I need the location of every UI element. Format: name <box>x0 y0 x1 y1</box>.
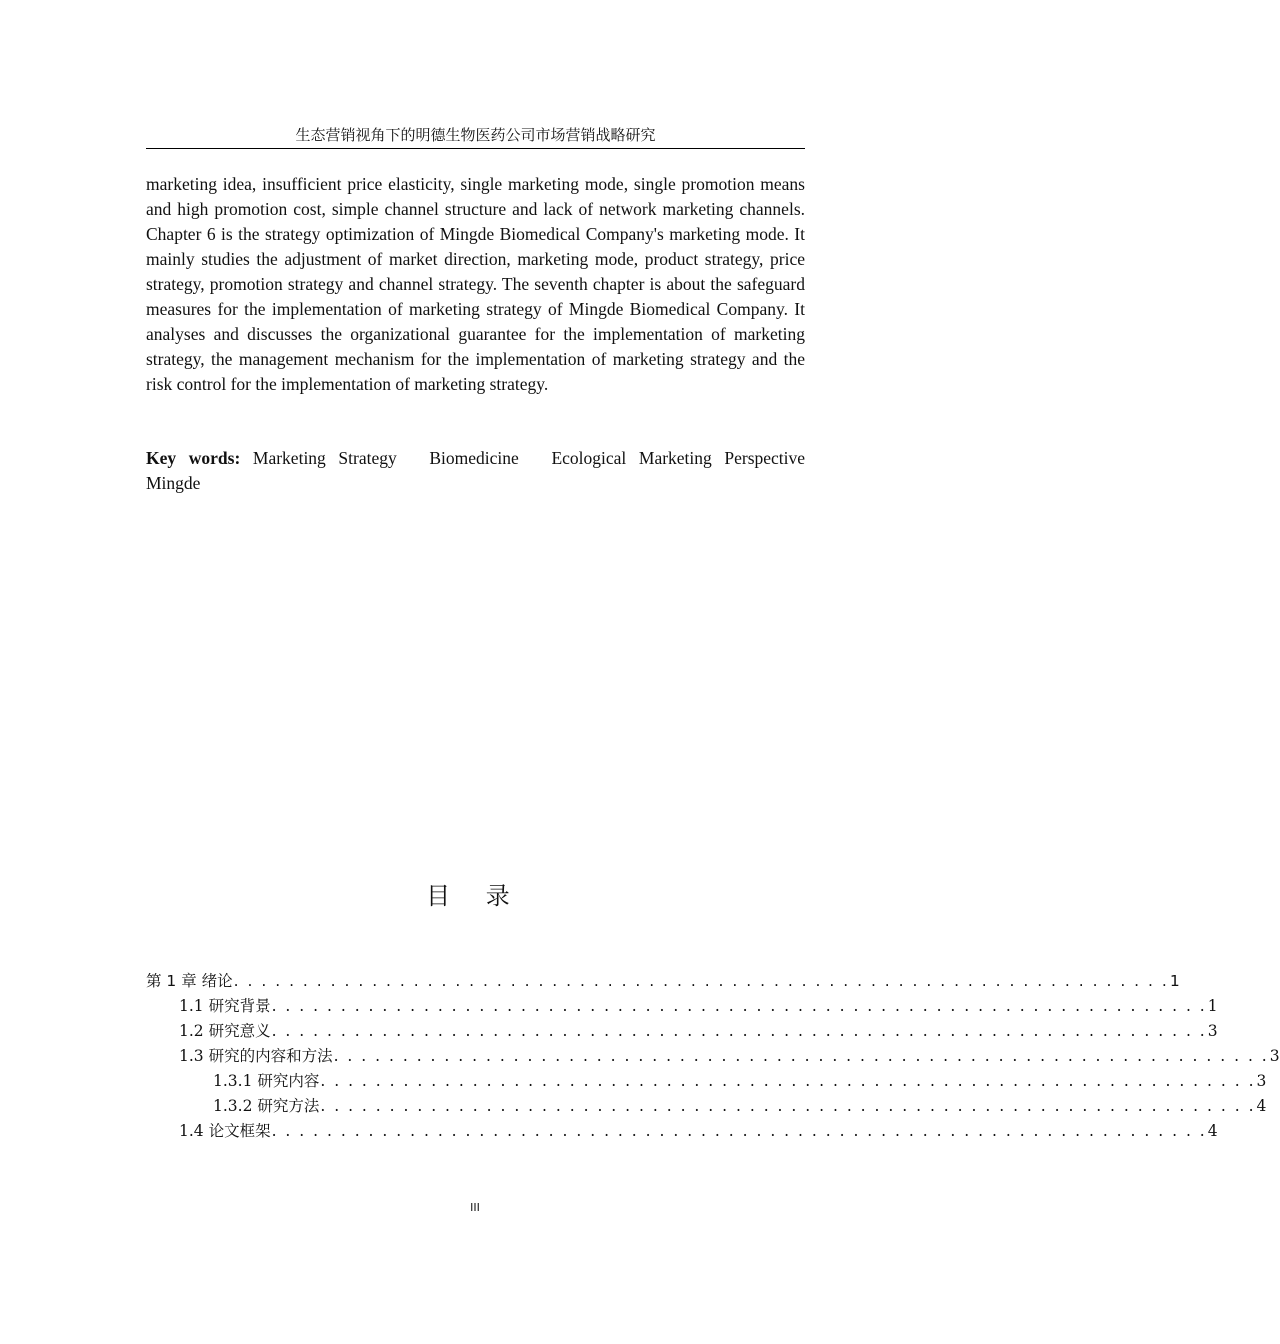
toc-entry-label: 1.3.1 研究内容 <box>213 1072 320 1090</box>
toc-title: 目 录 <box>426 882 524 910</box>
toc-entry[interactable] <box>146 1044 1280 1069</box>
toc-leader-dots: . . . . . . . . . . . . . . . . . . . . . . . . . . . . . . . . . . . . . . . . . . . . . . . . . . . . . . . . . . . . . . . . . . . . <box>271 1122 1207 1140</box>
toc-leader-dots: . . . . . . . . . . . . . . . . . . . . . . . . . . . . . . . . . . . . . . . . . . . . . . . . . . . . . . . . . . . . . . . . . . . . <box>320 1097 1256 1115</box>
keywords-line <box>146 446 805 496</box>
toc-entry[interactable] <box>146 1119 1218 1144</box>
toc-entry[interactable] <box>146 1094 1267 1119</box>
toc-leader-dots: . . . . . . . . . . . . . . . . . . . . . . . . . . . . . . . . . . . . . . . . . . . . . . . . . . . . . . . . . . . . . . . . . . . . <box>320 1072 1256 1090</box>
keywords-label: Key words: <box>146 448 241 468</box>
keyword-item: Mingde <box>146 473 201 493</box>
toc-leader-dots: . . . . . . . . . . . . . . . . . . . . . . . . . . . . . . . . . . . . . . . . . . . . . . . . . . . . . . . . . . . . . . . . . . . . <box>333 1047 1269 1065</box>
toc-entry-page: 3 <box>1256 1072 1267 1090</box>
toc-entry-label: 1.2 研究意义 <box>179 1022 271 1040</box>
keyword-item: Ecological Marketing Perspective <box>551 448 806 468</box>
running-header: 生态营销视角下的明德生物医药公司市场营销战略研究 <box>146 124 805 149</box>
toc-entry-page: 3 <box>1207 1022 1218 1040</box>
toc-entry[interactable] <box>146 1069 1267 1094</box>
toc-entry-label: 1.4 论文框架 <box>179 1122 271 1140</box>
toc-entry-label: 1.1 研究背景 <box>179 997 271 1015</box>
toc-entry-label: 1.3 研究的内容和方法 <box>179 1047 333 1065</box>
toc-leader-dots: . . . . . . . . . . . . . . . . . . . . . . . . . . . . . . . . . . . . . . . . . . . . . . . . . . . . . . . . . . . . . . . . . . . . <box>271 1022 1207 1040</box>
keyword-item: Biomedicine <box>429 448 519 468</box>
toc-leader-dots: . . . . . . . . . . . . . . . . . . . . . . . . . . . . . . . . . . . . . . . . . . . . . . . . . . . . . . . . . . . . . . . . . . . . <box>233 972 1169 990</box>
toc-entry-page: 4 <box>1256 1097 1267 1115</box>
toc-entry-page: 4 <box>1207 1122 1218 1140</box>
toc-entry[interactable] <box>146 969 1180 994</box>
toc-entry-page: 1 <box>1207 997 1218 1015</box>
toc-entry[interactable] <box>146 994 1218 1019</box>
table-of-contents <box>146 969 1280 1144</box>
abstract-paragraph: marketing idea, insufficient price elasticity, single marketing mode, single promotion means and high promotion cost, simple channel structure and lack of network marketing channels. Chapter 6 is the strategy optimization of Mingde Biomedical Company's marketing mode. It mainly studies the adjustment of market direction, marketing mode, product strategy, price strategy, promotion strategy and channel strategy. The seventh chapter is about the safeguard measures for the implementation of marketing strategy of Mingde Biomedical Company. It analyses and discusses the organizational guarantee for the implementation of marketing strategy, the management mechanism for the implementation of marketing strategy and the risk control for the implementation of marketing strategy. <box>146 174 805 394</box>
page-number: III <box>470 1201 480 1214</box>
toc-entry[interactable] <box>146 1019 1218 1044</box>
toc-entry-page: 1 <box>1169 972 1180 990</box>
toc-leader-dots: . . . . . . . . . . . . . . . . . . . . . . . . . . . . . . . . . . . . . . . . . . . . . . . . . . . . . . . . . . . . . . . . . . . . <box>271 997 1207 1015</box>
toc-entry-page: 3 <box>1269 1047 1280 1065</box>
toc-entry-label: 1.3.2 研究方法 <box>213 1097 320 1115</box>
toc-entry-label: 第 1 章 绪论 <box>146 972 233 990</box>
keyword-item: Marketing Strategy <box>252 448 397 468</box>
